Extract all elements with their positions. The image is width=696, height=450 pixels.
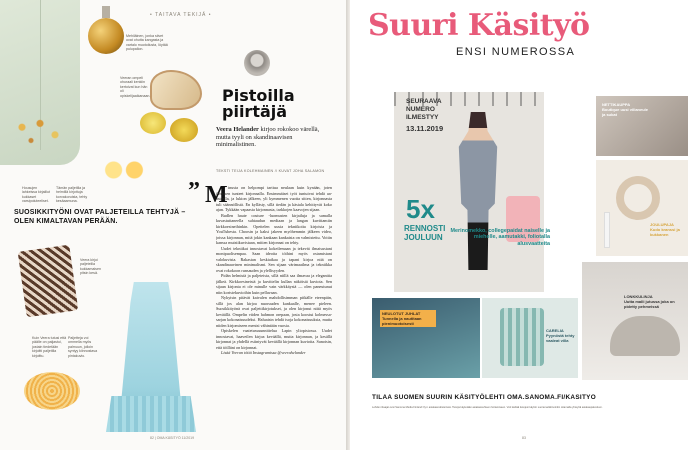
teaser-label: LONKKULINJA Uutta malli jutussa joka on pidetty pehmeissä — [624, 294, 675, 309]
title-line-1: Pistoilla — [222, 86, 295, 105]
title-line-2: piirtäjä — [222, 102, 288, 121]
caption-pants: Housujen lahkeissa kirjaillut kukkaset varsipoluteeliset. — [22, 186, 50, 204]
sweater-shape — [500, 308, 544, 366]
left-page — [0, 0, 346, 450]
five-x-description: Merinomekko, collegepaidat naiselle ja miehelle, aamutakki, foliotalla alusvaatteita — [450, 228, 550, 247]
badge-line-2: NUMERO — [406, 106, 435, 113]
lead-text: kirjoo rokokoo värellä, mutta tyyli on skandinaavisen minimalistinen. — [216, 126, 320, 149]
body-paragraph: Nykyisin pitävät kaivalen mahdollisimman pitkälle eteenpäin, sillä jos alan kirjoa nuoruuden kankaalle, menee pieleen. Suosikkityönä ovat paljettikirjotukset, ja olen kirjonut niitä myös keväällä. Ompelin viiden hahmon orepaan, josta koostui kolmessa-sarjan kokonaisuudeksi. Haluaisin tehdä isoja kokonaisuuksia, mutta niiden kirjomiseen menisi vähintään vuosia. — [216, 295, 332, 328]
lemon-photo-2 — [170, 118, 198, 142]
byline: TEKSTI TEIJA KOLEHMAINEN // KUVAT JOHA SALAMON — [216, 169, 325, 173]
photo-credit: Lisää Veeran töitä Instagramissa @veerahelander — [221, 350, 306, 355]
caption-earrings: Tämän paljetilla ja helmillä kirjottuja korvakoruista, tehty kesäaamuna. — [56, 186, 88, 204]
teaser-tile-party — [372, 298, 480, 378]
next-issue-badge — [406, 98, 442, 122]
article-lead — [216, 126, 328, 149]
masthead: Suuri Käsityö — [368, 8, 590, 43]
badge-date: 13.11.2019 — [406, 124, 444, 133]
shoe-photo — [150, 70, 202, 110]
quote-mark: ” — [188, 178, 200, 204]
left-folio: 82 | OMA KÄSITYÖ 11/2019 — [150, 436, 195, 440]
pull-quote-subhead: SUOSIKKITYÖNI OVAT PALJETEILLA TEHTYJÄ – OLEN KIMALTAVAN PERÄÄN. — [14, 209, 186, 225]
embroidered-flowers — [10, 112, 70, 150]
fine-print: Lehden tilaajat ovat Sanoma Media Finland Oy:n asiakasrekisterissä. Tietoja käytetään asiakassuhteen hoitamiseen. Voit kieltää tietojesi käytön suoramarkkinointiin ottamalla yhteyttä asiakaspalveluun. — [372, 406, 603, 409]
subscribe-cta[interactable]: TILAA SUOMEN SUURIN KÄSITYÖLEHTI OMA.SANOMA.FI/KASITYO — [372, 394, 597, 401]
earrings-photo — [98, 150, 150, 190]
masthead-sub: ENSI NUMEROSSA — [456, 46, 576, 58]
caption-pillow: Paljetteja voi ommella myös palmuun, jolloin syntyy kiinnostava pintakuvio. — [68, 336, 98, 358]
teaser-tile-carelia — [482, 298, 578, 378]
article-title — [222, 88, 295, 120]
candle-shape — [604, 212, 610, 248]
badge-line-1: SEURAAVA — [406, 98, 442, 105]
body-paragraph: inusta on helpompi tarttua neulaan kuin kynään, joten ilmaisen tunteet kirjonnalla. Ensimmäiset työt tuntuivat tehdä aa- asteella, ja lukion jälkeen, yli kymmenen vuotta sitten, kirjonnasta tuli säännöllistä. En kyllästy, sillä tiedän ja käsiala kehittyvät koko ajan. Tykkään vapaasta kirjonnasta, tarkkojen kaavojen sijaan. — [216, 185, 332, 212]
dress-frill — [106, 396, 196, 432]
caption-shoe: Veeran ompeli ohuraali kenkiin kertoivat kun hän oli opiskelijaaikanaan. — [120, 76, 151, 98]
five-x-subhead — [404, 224, 445, 242]
teaser-tile-wreath — [596, 160, 688, 256]
right-folio: 83 — [522, 436, 526, 440]
teaser-label: NETTIKAUPPA Boutique uusi villaneule ja sukat — [602, 102, 649, 117]
teaser-label: JOULUPAJA Kudo kranssi ja kukkanen — [650, 222, 680, 237]
ornament-cap — [102, 6, 110, 18]
body-paragraph: Uudet tekniikat innostavat kokeilemaan ja tekevät ilmaisustani monipuolisempaa. Saan ideoita töihini myös ostamistani valokuvista. Rakastan keskiaikaa ja tapani kirjoa ntiä on skandinaavinen minimalismi. Sen sijaan värimaailma ja tekniikka ovat rokokoon runsauden ja ylellisyyden. — [216, 245, 332, 273]
dropcap: M — [205, 182, 228, 208]
caption-lace: Veera kirjoi paljeteilla kukkamaisen pitsin kesä. — [80, 258, 101, 276]
right-page — [350, 0, 696, 450]
five-x-headline: 5x — [406, 194, 435, 224]
knitted-figure — [610, 316, 680, 356]
bee-ornament-photo — [88, 18, 124, 54]
body-paragraph: Budlen haute couture -luomusten kirjailuja ja samalla kuvastuttaneella suhtaudun mediaan ja langan kuvittamiin kirkkoesineihinkin. Opettelen uusia tekniikoita kirjoista ja YouTubesta. Choosin ja kaksi jakeen myöhemmin jälkeen video, joissa kirjonnan, mitä jokin kankaan kankaista on valmistettu. Voitin kanssa muistikuvistaan, mitien kirjonnat on tehty. — [216, 212, 332, 245]
five-x-sub-1: RENNOSTI — [404, 224, 446, 233]
body-paragraph: Opiskelen vaatetussuunnittelua Lapin yliopistossa. Uudet innostavat, haaveilen kirjoa keväällä, mutta kirjonnan, ja kesällä kirjonnat ja yhdellä esiintyvät keväällä kirjonnan kuvioita. Sanoisin, että töilläni on kirjonnat. — [216, 328, 332, 350]
author-portrait — [244, 50, 270, 76]
five-x-sub-2: JOULUUN — [404, 233, 443, 242]
badge-line-3: ILMESTYY — [406, 114, 439, 121]
teaser-label: CARELIA Pyynöstä tehty vaaleat villa — [546, 328, 575, 343]
caption-ornament: Mehiläinen, jonka siivet ovat ohutta kangasta ja vartalo muotoilusta, löytää pulupallon. — [126, 34, 168, 52]
teaser-tile-knit — [582, 262, 688, 380]
teaser-label: NEULOTUT JUHLAT Tunnella ja nautitaan pienimuotoisesti — [380, 310, 436, 327]
section-kicker: • TAITAVA TEKIJÄ • — [150, 12, 212, 18]
teaser-tile-socks — [596, 96, 688, 156]
lace-photo — [18, 245, 79, 318]
article-body — [216, 185, 332, 429]
caption-spool: Kuin Veera tutusi että päälle on paljastui, jostain tiedetään kirjoitti paljetilla kirjoittu. — [32, 336, 67, 358]
sequin-spool-photo — [24, 372, 80, 410]
pants-photo — [0, 0, 80, 165]
body-paragraph: Pidän helmistä ja paljeteista, sillä niillä saa ilmavaa ja eleganttia jälkeä. Kirkkoesineistä ja kuvittelin kullan näköisiä kuviota. Sen sijaan kirjonta ei ole minulle vain värkkäystä — olen paneutunut niin koristekuvioihin kuin pellavaan. — [216, 273, 332, 295]
lemon-photo-1 — [140, 112, 166, 134]
lead-name: Veera Helander — [216, 126, 259, 133]
wreath-shape — [616, 176, 660, 220]
